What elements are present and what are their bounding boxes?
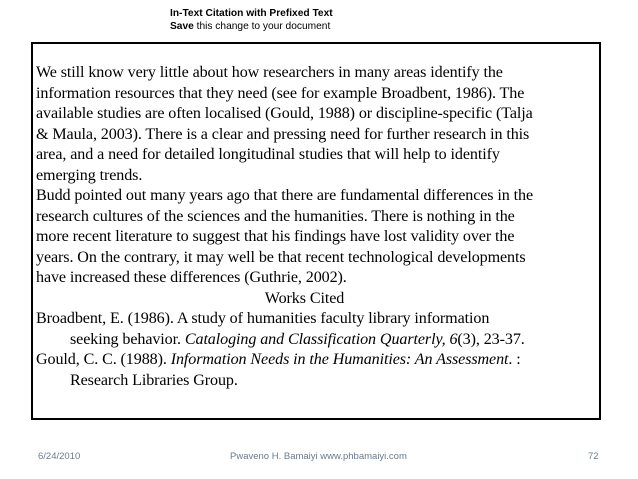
reference-2-title: Information Needs in the Humanities: An Assessment [170, 351, 509, 368]
save-label: Save [170, 21, 194, 32]
paragraph-1-line: area, and a need for detailed longitudinal studies that will help to identify [36, 146, 500, 163]
reference-1-line-1: Broadbent, E. (1986). A study of humanities faculty library information [36, 310, 490, 327]
slide-header [170, 7, 333, 33]
reference-2-line-2: Research Libraries Group. [70, 371, 238, 389]
paragraph-2-line: research cultures of the sciences and the humanities. There is nothing in the [36, 207, 515, 225]
reference-1-pages: (3), 23-37. [457, 330, 525, 348]
document-text [36, 63, 601, 391]
paragraph-1-line: available studies are often localised (Gould, 1988) or discipline-specific (Talja [36, 105, 533, 122]
footer-date: 6/24/2010 [38, 451, 81, 462]
works-cited-heading: Works Cited [264, 289, 345, 307]
paragraph-1-line: emerging trends. [36, 166, 143, 184]
slide-title: In-Text Citation with Prefixed Text [170, 8, 333, 19]
footer-page-number: 72 [588, 451, 599, 462]
paragraph-2-line: Budd pointed out many years ago that there are fundamental differences in the [36, 187, 533, 204]
paragraph-1-line: We still know very little about how researchers in many areas identify the [36, 64, 503, 81]
footer-author: Pwaveno H. Bamaiyi www.phbamaiyi.com [230, 451, 407, 462]
reference-2-author: Gould, C. C. (1988). [36, 351, 171, 368]
reference-2-line-1 [36, 350, 601, 371]
reference-1-text: seeking behavior. [70, 330, 185, 348]
paragraph-1-line: & Maula, 2003). There is a clear and pressing need for further research in this [36, 125, 530, 143]
slide-subtitle [170, 21, 330, 32]
reference-2-punct: . : [508, 351, 521, 368]
reference-1-line-2 [36, 330, 601, 351]
reference-1-journal: Cataloging and Classification Quarterly, 6 [184, 330, 458, 348]
paragraph-1-line: information resources that they need (see for example Broadbent, 1986). The [36, 84, 525, 102]
paragraph-2-line: years. On the contrary, it may well be that recent technological developments [36, 248, 526, 266]
paragraph-2-line: have increased these differences (Guthrie, 2002). [36, 269, 347, 286]
save-instruction: this change to your document [193, 21, 331, 32]
paragraph-2-line: more recent literature to suggest that his findings have lost validity over the [36, 228, 515, 245]
